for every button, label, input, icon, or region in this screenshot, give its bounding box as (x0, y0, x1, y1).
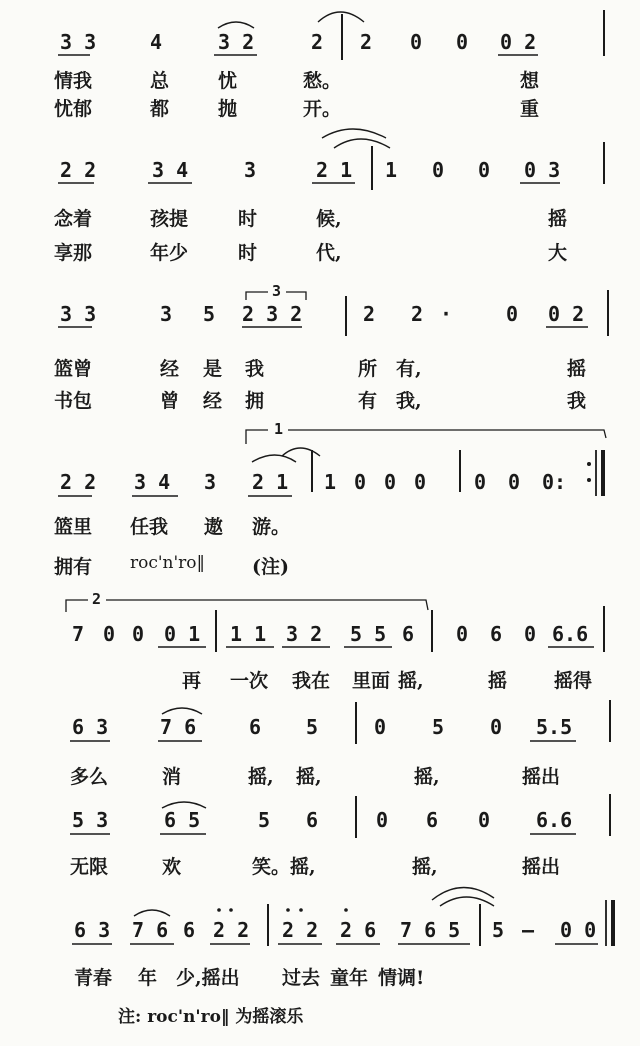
triplet-mark: 3 (272, 282, 282, 300)
lyric: 代, (316, 242, 342, 264)
note: 6.6 (552, 622, 589, 646)
note: 6 (490, 622, 503, 646)
note: — (522, 918, 535, 942)
lyric: 消 (162, 766, 182, 788)
note: 3 3 (60, 30, 97, 54)
lyric: 拥有 (54, 556, 93, 578)
lyric: 年少 (150, 242, 189, 264)
lyric: 有 (358, 390, 378, 412)
lyric: 摇, (412, 856, 438, 878)
note: 2 3 2 (242, 302, 303, 326)
lyric: 忧 (218, 70, 238, 92)
note: 5 3 (72, 808, 109, 832)
lyric: 都 (150, 98, 170, 120)
note: 0 (414, 470, 427, 494)
lyric: 忧郁 (54, 98, 93, 120)
note: 3 2 (286, 622, 323, 646)
note: 0 (490, 715, 503, 739)
lyric: 我, (396, 390, 422, 412)
lyric: 青春 (74, 967, 113, 989)
note: 0 3 (524, 158, 561, 182)
lyric: 念着 (54, 208, 93, 230)
note: 6 3 (74, 918, 111, 942)
note: 5 (258, 808, 271, 832)
note: 0 0 (560, 918, 597, 942)
note: 0 (410, 30, 423, 54)
note: 6 (183, 918, 196, 942)
lyric: 时 (238, 242, 258, 264)
lyric: 摇, (296, 766, 322, 788)
note: 2 1 (252, 470, 289, 494)
lyric: 我在 (292, 670, 331, 692)
volta-number: 2 (92, 590, 102, 608)
note: 2 2 (60, 158, 97, 182)
note: 1 (324, 470, 337, 494)
note: 0 (376, 808, 389, 832)
lyric: 里面 (352, 670, 391, 692)
lyric: 时 (238, 208, 258, 230)
note: 1 1 (230, 622, 267, 646)
lyric: 我 (567, 390, 587, 412)
note: 0 (478, 158, 491, 182)
note: 0: (542, 470, 567, 494)
lyric: 游。 (252, 516, 291, 538)
lyric: 我 (245, 358, 265, 380)
note: 5 (203, 302, 216, 326)
note: 7 6 5 (400, 918, 461, 942)
note: 6.6 (536, 808, 573, 832)
note: 0 (508, 470, 521, 494)
note: 3 2 (218, 30, 255, 54)
system-3-lines (58, 290, 608, 336)
note: 0 (354, 470, 367, 494)
note: 2 (311, 30, 324, 54)
lyric: 摇 (488, 670, 508, 692)
lyric: 篮曾 (54, 358, 93, 380)
lyric: 摇, (398, 670, 424, 692)
note: 0 1 (164, 622, 201, 646)
lyric: 摇 (548, 208, 568, 230)
volta-number: 1 (274, 420, 284, 438)
note: 3 4 (152, 158, 189, 182)
note: 0 (474, 470, 487, 494)
system-7-lines (70, 794, 610, 838)
note: 2 1 (316, 158, 353, 182)
lyric: 篮里 (54, 516, 93, 538)
lyric: 书包 (54, 390, 93, 412)
note: 3 (244, 158, 257, 182)
lyric: 情调! (378, 967, 425, 989)
note: 0 2 (548, 302, 585, 326)
note: 5.5 (536, 715, 573, 739)
note: 2 2 (60, 470, 97, 494)
note: 0 (456, 622, 469, 646)
note: 7 6 (160, 715, 197, 739)
lyric: 摇 (567, 358, 587, 380)
note: · (440, 302, 453, 326)
lyric: 摇, (248, 766, 274, 788)
lyric: 摇得 (554, 670, 593, 692)
lyric: 候, (316, 208, 342, 230)
note: 2 (363, 302, 376, 326)
lyric: 遨 (204, 516, 224, 538)
lyric: (注) (252, 556, 289, 578)
note: 1 (385, 158, 398, 182)
footnote: 注: roc'n'ro‖ 为摇滚乐 (118, 1007, 304, 1027)
note: 5 (432, 715, 445, 739)
lyric: 摇出 (522, 766, 561, 788)
note: 3 4 (134, 470, 171, 494)
note: 2 2 (282, 918, 319, 942)
note: 4 (150, 30, 163, 54)
note: 2 2 (213, 918, 250, 942)
lyric: 拥 (245, 390, 265, 412)
note: 2 (411, 302, 424, 326)
note: 6 (426, 808, 439, 832)
lyric: 经 (203, 390, 223, 412)
note: 3 (160, 302, 173, 326)
note: 0 2 (500, 30, 537, 54)
note: 7 6 (132, 918, 169, 942)
lyric: 大 (548, 242, 568, 264)
lyric: 童年 (330, 967, 369, 989)
note: 6 (402, 622, 415, 646)
lyric: 无限 (70, 856, 109, 878)
lyric: 重 (520, 98, 540, 120)
note: 6 3 (72, 715, 109, 739)
note: 0 (432, 158, 445, 182)
note: 5 (492, 918, 505, 942)
note: 5 (306, 715, 319, 739)
lyric: 孩提 (150, 208, 189, 230)
note: 3 3 (60, 302, 97, 326)
system-6-lines (70, 700, 610, 744)
lyric: 少,摇出 (176, 967, 240, 989)
note: 0 (478, 808, 491, 832)
note: 6 5 (164, 808, 201, 832)
note: 0 (374, 715, 387, 739)
lyric: 摇, (414, 766, 440, 788)
note: 5 5 (350, 622, 387, 646)
note: 0 (103, 622, 116, 646)
lyric: 多么 (70, 766, 109, 788)
lyric: 总 (150, 70, 170, 92)
lyric: 所 (358, 358, 378, 380)
lyric: 摇出 (522, 856, 561, 878)
lyric: roc'n'ro‖ (130, 553, 206, 573)
note: 2 6 (340, 918, 377, 942)
lyric: 欢 (162, 856, 182, 878)
lyric: 想 (520, 70, 540, 92)
lyric: 情我 (54, 70, 93, 92)
lyric: 再 (182, 670, 202, 692)
lyric: 是 (203, 358, 223, 380)
lyric: 有, (396, 358, 422, 380)
lyric: 愁。 (303, 70, 342, 92)
note: 6 (249, 715, 262, 739)
note: 0 (384, 470, 397, 494)
note: 6 (306, 808, 319, 832)
lyric: 曾 (160, 390, 180, 412)
note: 0 (506, 302, 519, 326)
lyric: 开。 (303, 98, 342, 120)
note: 0 (132, 622, 145, 646)
note: 0 (456, 30, 469, 54)
note: 0 (524, 622, 537, 646)
lyric: 任我 (130, 516, 169, 538)
note: 2 (360, 30, 373, 54)
lyric: 享那 (54, 242, 93, 264)
lyric: 笑。摇, (252, 856, 316, 878)
lyric: 一次 (230, 670, 269, 692)
lyric: 过去 (282, 967, 321, 989)
lyric: 经 (160, 358, 180, 380)
note: 7 (72, 622, 85, 646)
note: 3 (204, 470, 217, 494)
lyric: 年 (138, 967, 158, 989)
lyric: 抛 (218, 98, 238, 120)
